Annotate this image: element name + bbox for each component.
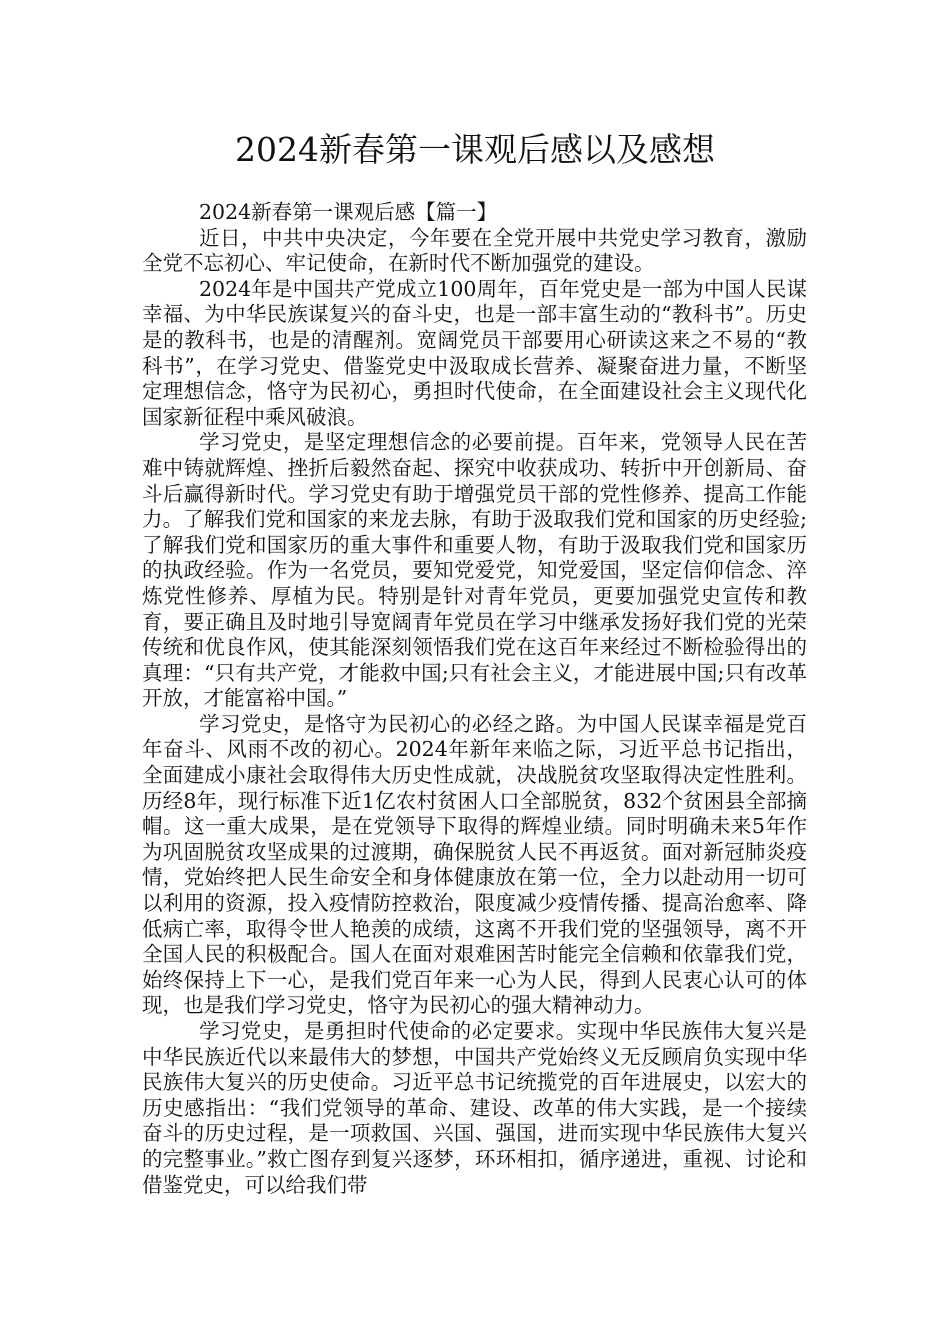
section-heading: 2024新春第一课观后感【篇一】: [199, 200, 498, 224]
document-title: 2024新春第一课观后感以及感想: [235, 130, 715, 169]
document-body: [142, 200, 807, 1198]
paragraph-centenary: 2024年是中国共产党成立100周年，百年党史是一部为中国人民谋幸福、为中华民族谋复兴的奋斗史，也是一部丰富生动的“教科书”。历史是的教科书，也是的清醒剂。宽阔党员干部要用心研读这来之不易的“教科书”，在学习党史、借鉴党史中汲取成长营养、凝聚奋进力量，不断坚定理想信念，恪守为民初心，勇担时代使命，在全面建设社会主义现代化国家新征程中乘风破浪。: [142, 276, 807, 429]
paragraph-people-first: 学习党史，是恪守为民初心的必经之路。为中国人民谋幸福是党百年奋斗、风雨不改的初心。2024年新年来临之际，习近平总书记指出，全面建成小康社会取得伟大历史性成就，决战脱贫攻坚取得决定性胜利。历经8年，现行标准下近1亿农村贫困人口全部脱贫，832个贫困县全部摘帽。这一重大成果，是在党领导下取得的辉煌业绩。同时明确未来5年作为巩固脱贫攻坚成果的过渡期，确保脱贫人民不再返贫。面对新冠肺炎疫情，党始终把人民生命安全和身体健康放在第一位，全力以赴动用一切可以利用的资源，投入疫情防控救治，限度减少疫情传播、提高治愈率、降低病亡率，取得令世人艳羡的成绩，这离不开我们党的坚强领导，离不开全国人民的积极配合。国人在面对艰难困苦时能完全信赖和依靠我们党，始终保持上下一心，是我们党百年来一心为人民，得到人民衷心认可的体现，也是我们学习党史，恪守为民初心的强大精神动力。: [142, 711, 807, 1018]
paragraph-intro: 近日，中共中央决定，今年要在全党开展中共党史学习教育，激励全党不忘初心、牢记使命，在新时代不断加强党的建设。: [142, 225, 807, 276]
paragraph-ideals: 学习党史，是坚定理想信念的必要前提。百年来，党领导人民在苦难中铸就辉煌、挫折后毅然奋起、探究中收获成功、转折中开创新局、奋斗后赢得新时代。学习党史有助于增强党员干部的党性修养、提高工作能力。了解我们党和国家的来龙去脉，有助于汲取我们党和国家的历史经验;了解我们党和国家历的重大事件和重要人物，有助于汲取我们党和国家历的执政经验。作为一名党员，要知党爱党，知党爱国，坚定信仰信念、淬炼党性修养、厚植为民。特别是针对青年党员，更要加强党史宣传和教育，要正确且及时地引导宽阔青年党员在学习中继承发扬好我们党的光荣传统和优良作风，使其能深刻领悟我们党在这百年来经过不断检验得出的真理：“只有共产党，才能救中国;只有社会主义，才能进展中国;只有改革开放，才能富裕中国。”: [142, 430, 807, 711]
paragraph-mission: 学习党史，是勇担时代使命的必定要求。实现中华民族伟大复兴是中华民族近代以来最伟大的梦想，中国共产党始终义无反顾肩负实现中华民族伟大复兴的历史使命。习近平总书记统揽党的百年进展史，以宏大的历史感指出：“我们党领导的革命、建设、改革的伟大实践，是一个接续奋斗的历史过程，是一项救国、兴国、强国，进而实现中华民族伟大复兴的完整事业。”救亡图存到复兴逐梦，环环相扣，循序递进，重视、讨论和借鉴党史，可以给我们带: [142, 1019, 807, 1197]
